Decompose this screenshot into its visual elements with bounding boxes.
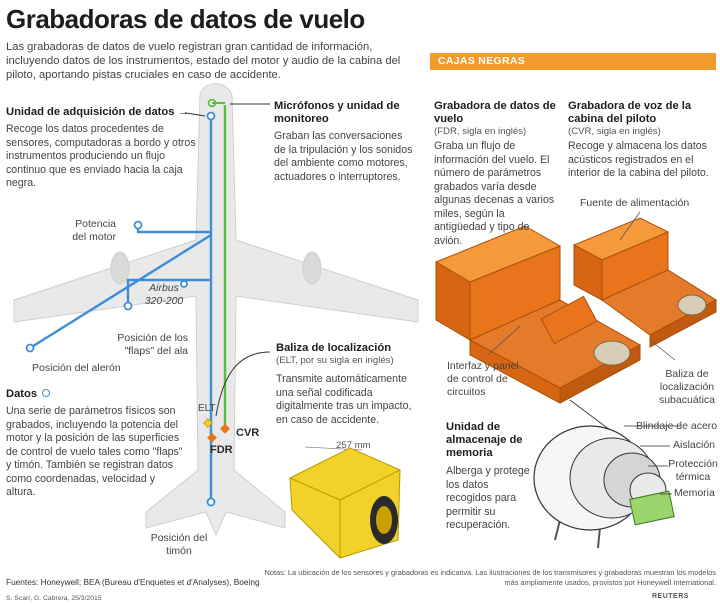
interfaz-label: Interfaz y panel de control de circuitos <box>447 360 519 398</box>
fuente-label: Fuente de alimentación <box>580 197 690 209</box>
fdr-heading: Grabadora de datos de vuelo <box>434 100 556 125</box>
credit: S. Scarr, G. Cabrera, 25/3/2015 <box>6 595 102 602</box>
adquisicion-heading <box>6 106 196 119</box>
baliza-text: Transmite automáticamente una señal codificada digitalmente tras un impacto, en caso de accidente. <box>276 373 412 426</box>
reuters-logo: REUTERS <box>652 593 689 600</box>
baliza-heading: Baliza de localización <box>276 342 392 354</box>
circle-icon <box>42 389 50 397</box>
adquisicion-heading-text: Unidad de adquisición de datos <box>6 106 175 118</box>
page-title: Grabadoras de datos de vuelo <box>6 4 365 34</box>
baliza-subacuatica-label: Baliza de localización subacuática <box>658 368 716 406</box>
microfonos-text: Graban las conversaciones de la tripulación y los sonidos del ambiente como motores, actuadores o interruptores. <box>274 130 413 183</box>
baliza-size-label: 257 mm <box>336 440 371 451</box>
datos-heading <box>6 388 184 401</box>
baliza-subtitle: (ELT, por su sigla en inglés) <box>276 355 394 366</box>
fdr-section <box>434 100 556 248</box>
aislacion-label: Aislación <box>673 439 716 451</box>
memoria-unit-heading: Unidad de almacenaje de memoria <box>446 421 523 459</box>
cvr-text: Recoge y almacena los datos acústicos registrados en el interior de la cabina del piloto. <box>568 140 709 179</box>
adquisicion-section <box>6 106 196 191</box>
cvr-label: CVR <box>236 427 260 439</box>
datos-text: Una serie de parámetros físicos son grabados, incluyendo la potencia del motor y la posición de las superficies de control de vuelo tales como "flaps" y timón. También se registran datos como coordenadas, velocidad y altura. <box>6 405 183 498</box>
aleron-label: Posición del alerón <box>32 362 121 374</box>
memoria-unit-text: Alberga y protege los datos recogidos para permitir su recuperación. <box>446 465 530 531</box>
fdr-text: Graba un flujo de información del vuelo. El número de parámetros grabados varía desde algunas decenas a varios miles, según la antigüedad y tipo de avión. <box>434 140 555 247</box>
elt-label: ELT <box>198 403 216 414</box>
intro-text: Las grabadoras de datos de vuelo registran gran cantidad de información, incluyendo datos de los instrumentos, estado del motor y audio de la cabina del piloto, aportando pistas cruciales en caso de accidente. <box>6 41 401 81</box>
proteccion-label: Protección térmica <box>668 458 718 483</box>
sources: Fuentes: Honeywell; BEA (Bureau d'Enquetes et d'Analyses), Boeing <box>6 577 260 587</box>
fdr-subtitle: (FDR, sigla en inglés) <box>434 126 527 137</box>
cvr-section <box>568 100 716 181</box>
fdr-label: FDR <box>210 444 233 456</box>
adquisicion-text: Recoge los datos procedentes de sensores, computadoras a bordo y otros instrumentos produciendo un flujo continuo que es enviado hacia la caja negra. <box>6 123 196 189</box>
airbus-label: Airbus 320-200 <box>144 282 184 307</box>
cvr-subtitle: (CVR, sigla en inglés) <box>568 126 661 137</box>
baliza-section <box>276 342 416 427</box>
memoria-label: Memoria <box>674 487 715 499</box>
microfonos-heading: Micrófonos y unidad de monitoreo <box>274 100 400 125</box>
memoria-unit-section <box>446 421 530 533</box>
microfonos-section <box>274 100 414 184</box>
notes: Notas: La ubicación de los sensores y grabadoras es indicativa. Las ilustraciones de los transmisores y grabadoras muestran los modelos más ampliamente usados, provistos por Honeywell International. <box>264 568 716 587</box>
cajas-negras-banner: CAJAS NEGRAS <box>430 53 716 70</box>
datos-section <box>6 388 184 500</box>
cvr-heading: Grabadora de voz de la cabina del piloto <box>568 100 692 125</box>
arrow-right-icon: → <box>177 106 189 118</box>
timon-label: Posición del timón <box>150 532 208 557</box>
potencia-label: Potencia del motor <box>72 218 116 243</box>
elt-beacon-illustration <box>290 447 400 558</box>
datos-heading-text: Datos <box>6 388 38 400</box>
blindaje-label: Blindaje de acero <box>636 420 718 432</box>
flaps-label: Posición de los "flaps" del ala <box>117 332 188 357</box>
